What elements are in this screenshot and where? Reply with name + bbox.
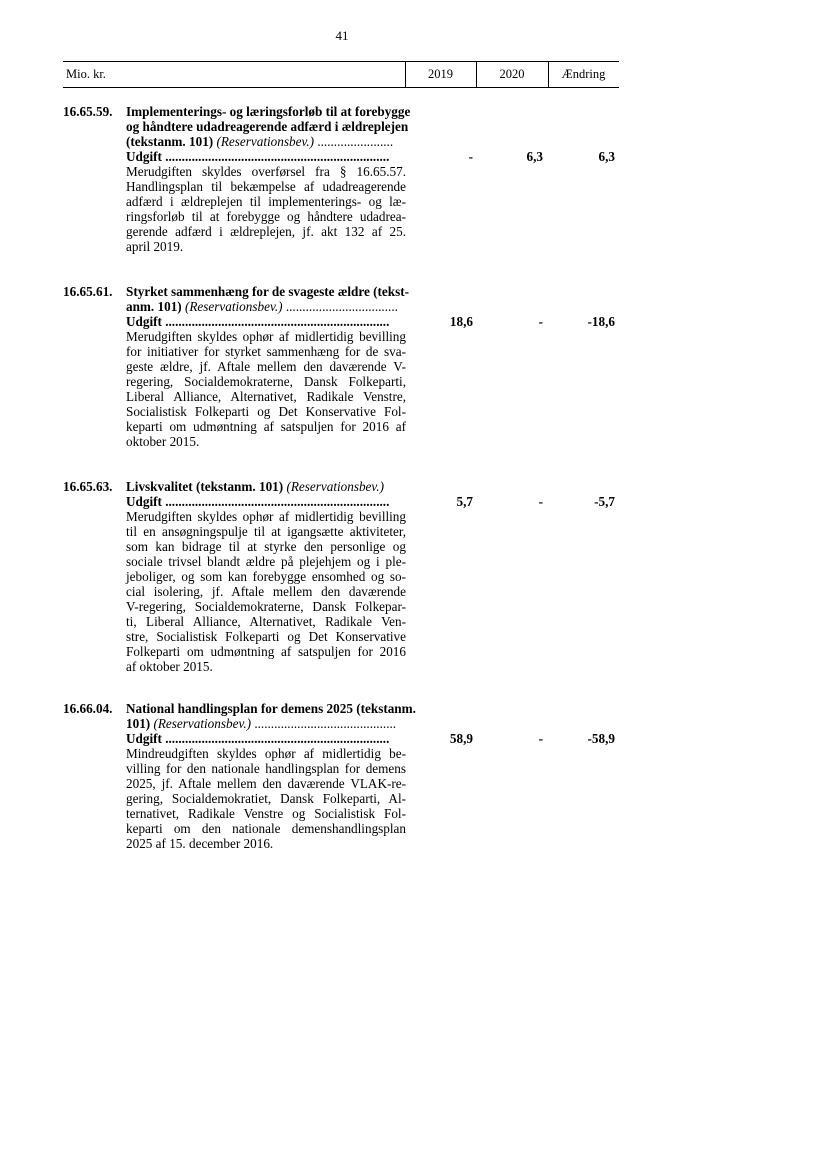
body-line: Merudgiften skyldes ophør af midlertidig bevilling bbox=[126, 509, 406, 524]
leader-dots: .................................. bbox=[282, 299, 398, 315]
body-line: som kan bidrage til at styrke den personlige og bbox=[126, 539, 406, 555]
entry-number: 16.65.61. bbox=[63, 284, 113, 299]
entry-explanation bbox=[126, 509, 406, 675]
body-line: cial isolering, jf. Aftale mellem den daværende bbox=[126, 584, 406, 600]
body-line: sociale trivsel blandt ældre på plejehjem og i ple- bbox=[126, 554, 406, 570]
value-2020: - bbox=[538, 494, 543, 509]
body-line: ringsforløb til at forebygge og håndtere udadrea- bbox=[126, 209, 406, 225]
leader-dots: ....................... bbox=[314, 134, 394, 150]
body-line: oktober 2015. bbox=[126, 434, 200, 450]
reservation-note: (Reservationsbev.) bbox=[286, 479, 384, 494]
entry-explanation bbox=[126, 164, 406, 254]
value-change: -18,6 bbox=[587, 314, 615, 329]
body-line: til en ansøgningspulje til at igangsætte aktiviteter, bbox=[126, 524, 406, 540]
column-change-header: Ændring bbox=[561, 67, 606, 81]
body-line: Folkeparti om udmøntning af satspuljen for 2016 bbox=[126, 644, 406, 660]
value-2019: - bbox=[468, 149, 473, 164]
body-line: jeboliger, og som kan forebygge ensomhed og so- bbox=[126, 569, 406, 585]
title-line: Styrket sammenhæng for de svageste ældre (tekst- bbox=[126, 284, 410, 299]
body-line: 2025, jf. Aftale mellem den daværende VLAK-re- bbox=[126, 776, 406, 792]
body-line: Socialistisk Folkeparti og Det Konservative Fol- bbox=[126, 404, 406, 420]
body-line: for initiativer for styrket sammenhæng for de sva- bbox=[126, 344, 406, 360]
udgift-label: Udgift .................................................................... bbox=[126, 314, 390, 329]
body-line: ti, Liberal Alliance, Alternativet, Radikale Ven- bbox=[126, 614, 406, 630]
leader-dots: ........................................... bbox=[251, 716, 397, 732]
table-header bbox=[63, 61, 619, 88]
body-line: regering, Socialdemokraterne, Dansk Folkeparti, bbox=[126, 374, 406, 390]
value-2020: - bbox=[538, 314, 543, 329]
body-line: adfærd i ældreplejen til implementerings- og læ- bbox=[126, 194, 406, 210]
entry-title bbox=[126, 104, 496, 149]
entry-title bbox=[126, 284, 496, 314]
page-number: 41 bbox=[335, 28, 349, 43]
udgift-label: Udgift .................................................................... bbox=[126, 149, 390, 164]
entry-number: 16.66.04. bbox=[63, 701, 113, 716]
title-line: 101) bbox=[126, 716, 151, 732]
entry-number: 16.65.63. bbox=[63, 479, 113, 494]
body-line: Liberal Alliance, Alternativet, Radikale Venstre, bbox=[126, 389, 406, 405]
body-line: Mindreudgiften skyldes ophør af midlertidig be- bbox=[126, 746, 406, 761]
title-line: Livskvalitet (tekstanm. 101) bbox=[126, 479, 284, 494]
body-line: af oktober 2015. bbox=[126, 659, 213, 675]
value-2020: 6,3 bbox=[526, 149, 543, 164]
column-2020-header: 2020 bbox=[499, 67, 525, 81]
body-line: keparti om udmøntning af satspuljen for 2016 af bbox=[126, 419, 406, 435]
body-line: 2025 af 15. december 2016. bbox=[126, 836, 274, 852]
reservation-note: (Reservationsbev.) bbox=[153, 716, 252, 732]
body-line: Merudgiften skyldes overførsel fra § 16.65.57. bbox=[126, 164, 406, 179]
entry-number: 16.65.59. bbox=[63, 104, 113, 119]
reservation-note: (Reservationsbev.) bbox=[184, 299, 283, 315]
body-line: villing for den nationale handlingsplan for demens bbox=[126, 761, 406, 777]
title-line: anm. 101) bbox=[126, 299, 182, 315]
body-line: geste ældre, jf. Aftale mellem den daværende V- bbox=[126, 359, 406, 375]
entry-explanation bbox=[126, 329, 406, 449]
udgift-label: Udgift .................................................................... bbox=[126, 731, 390, 746]
title-line: Implementerings- og læringsforløb til at forebygge bbox=[126, 104, 411, 119]
body-line: april 2019. bbox=[126, 239, 184, 255]
body-line: gerende adfærd i ældreplejen, jf. akt 132 af 25. bbox=[126, 224, 406, 240]
body-line: ternativet, Radikale Venstre og Socialistisk Fol- bbox=[126, 806, 406, 822]
value-2019: 58,9 bbox=[449, 731, 473, 746]
entry-title bbox=[126, 701, 506, 731]
body-line: keparti om den nationale demenshandlingsplan bbox=[126, 821, 406, 837]
unit-label: Mio. kr. bbox=[66, 67, 106, 81]
entry-explanation bbox=[126, 746, 406, 851]
body-line: Handlingsplan til bekæmpelse af udadreagerende bbox=[126, 179, 406, 195]
udgift-label: Udgift .................................................................... bbox=[126, 494, 390, 509]
value-2019: 5,7 bbox=[456, 494, 473, 509]
title-line: National handlingsplan for demens 2025 (tekstanm. bbox=[126, 701, 416, 716]
value-2020: - bbox=[538, 731, 543, 746]
value-change: 6,3 bbox=[598, 149, 615, 164]
column-2019-header: 2019 bbox=[428, 67, 453, 81]
body-line: V-regering, Socialdemokraterne, Dansk Folkepar- bbox=[126, 599, 406, 615]
body-line: gering, Socialdemokratiet, Dansk Folkeparti, Al- bbox=[126, 791, 406, 807]
value-2019: 18,6 bbox=[449, 314, 473, 329]
title-line: (tekstanm. 101) bbox=[126, 134, 214, 150]
body-line: Merudgiften skyldes ophør af midlertidig bevilling bbox=[126, 329, 406, 344]
title-line: og håndtere udadreagerende adfærd i ældreplejen bbox=[126, 119, 409, 135]
value-change: -58,9 bbox=[587, 731, 615, 746]
reservation-note: (Reservationsbev.) bbox=[216, 134, 315, 150]
entry-title bbox=[126, 479, 496, 494]
body-line: stre, Socialistisk Folkeparti og Det Konservative bbox=[126, 629, 406, 645]
value-change: -5,7 bbox=[594, 494, 615, 509]
